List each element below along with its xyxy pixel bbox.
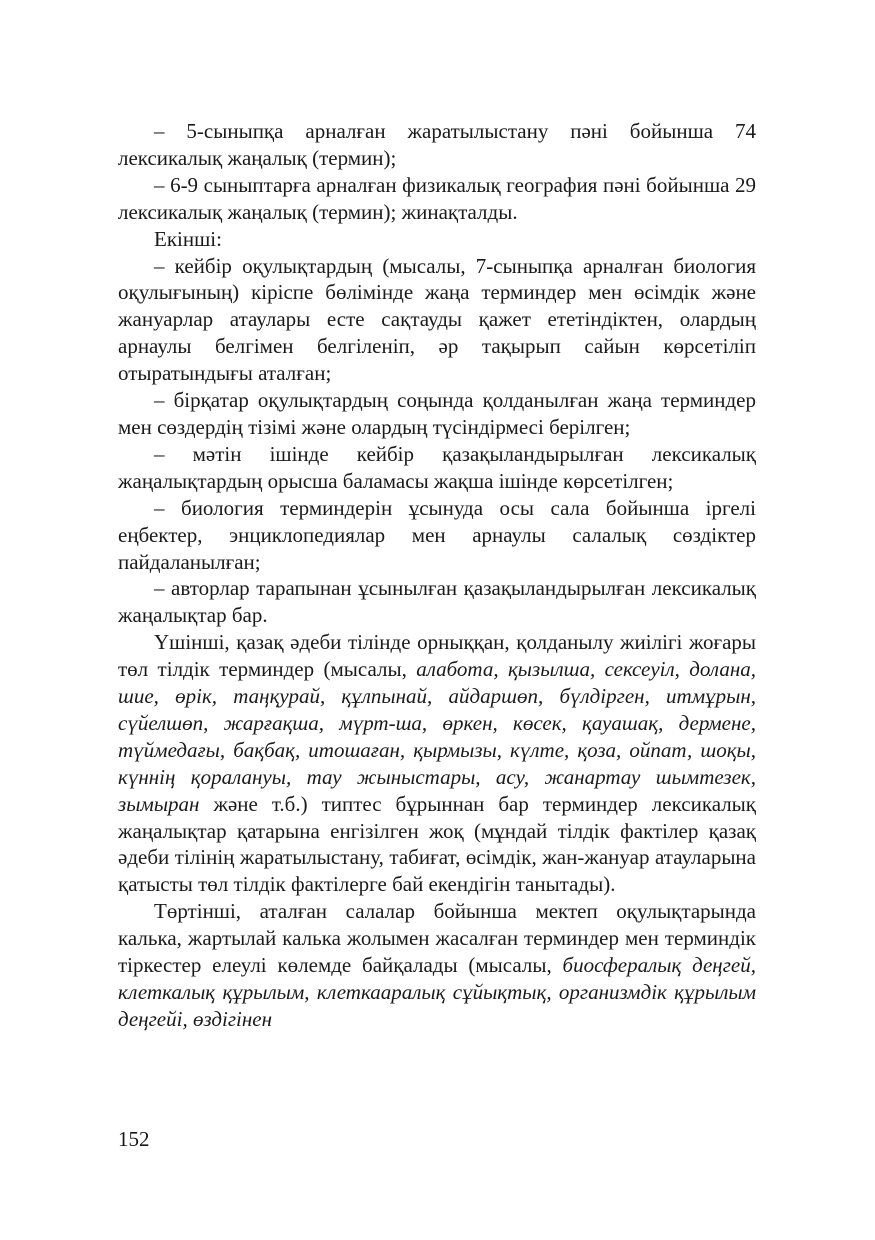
paragraph-term-list: – бірқатар оқулықтардың соңында қолданылған жаңа терминдер мен сөздердің тізімі және олардың түсіндірмесі берілген; xyxy=(118,388,756,439)
paragraph-fourth xyxy=(118,898,756,1033)
paragraph-fourth-start: Төртінші, аталған салалар бойынша мектеп оқулықтарында калька, жартылай калька жолымен жасалған терминдер мен терминдік тіркестер елеулі көлемде байқалады (мысалы, xyxy=(118,899,756,978)
paragraph-second-heading: Екінші: xyxy=(154,226,222,251)
paragraph-grade5-terms: – 5-сыныпқа арналған жаратылыстану пәні бойынша 74 лексикалық жаңалық (термин); xyxy=(118,119,756,170)
paragraph-author-innovations: – авторлар тарапынан ұсынылған қазақыландырылған лексикалық жаңалықтар бар. xyxy=(118,576,756,628)
paragraph-third-start: Үшінші, қазақ әдеби тілінде орныққан, қолданылу жиілігі жоғары төл тілдік терминдер (мысалы, xyxy=(118,630,756,682)
page-number: 152 xyxy=(118,1127,150,1151)
paragraph-third-examples: алабота, қызылша, сексеуіл, долана, шие, өрік, таңқурай, құлпынай, айдаршөп, бүлдірген, итмұрын, сүйелшөп, жарғақша, мүрт-ша, өркен, көсек, қауашақ, дермене, түймедағы, бақбақ, итошаған, қырмызы, күлте, қоза, ойпат, шоқы, күннің қоралануы, тау жыныстары, асу, жанартау шымтезек, зымыран xyxy=(118,657,756,816)
paragraph-fourth-examples: биосфералық деңгей, клеткалық құрылым, клеткааралық сұйықтық, организмдік құрылым деңгейі, өздігінен xyxy=(118,953,756,1031)
paragraph-third xyxy=(118,629,756,898)
paragraph-biology-sources: – биология терминдерін ұсынуда осы сала бойынша іргелі еңбектер, энциклопедиялар мен арнаулы салалық сөздіктер пайдаланылған; xyxy=(118,495,756,574)
paragraph-third-end: және т.б.) типтес бұрыннан бар терминдер лексикалық жаңалықтар қатарына енгізілген жоқ (мұндай тілдік фактілер қазақ әдеби тілінің жаратылыстану, табиғат, өсімдік, жан-жануар атауларына қатысты төл тілдік фактілерге бай екендігін танытады). xyxy=(118,791,756,897)
paragraph-textbook-intro: – кейбір оқулықтардың (мысалы, 7-сыныпқа арналған биология оқулығының) кіріспе бөлімінде жаңа терминдер мен өсімдік және жануарлар атаулары есте сақтауды қажет ететіндіктен, олардың арнаулы белгімен белгіленіп, әр тақырып сайын көрсетіліп отыратындығы аталған; xyxy=(118,253,756,386)
paragraph-grade6-9-terms: – 6-9 сыныптарға арналған физикалық география пәні бойынша 29 лексикалық жаңалық (термин); жинақталды. xyxy=(118,172,756,224)
page-body xyxy=(118,118,756,1033)
paragraph-russian-equivalents: – мәтін ішінде кейбір қазақыландырылған лексикалық жаңалықтардың орысша баламасы жақша ішінде көрсетілген; xyxy=(118,441,756,493)
